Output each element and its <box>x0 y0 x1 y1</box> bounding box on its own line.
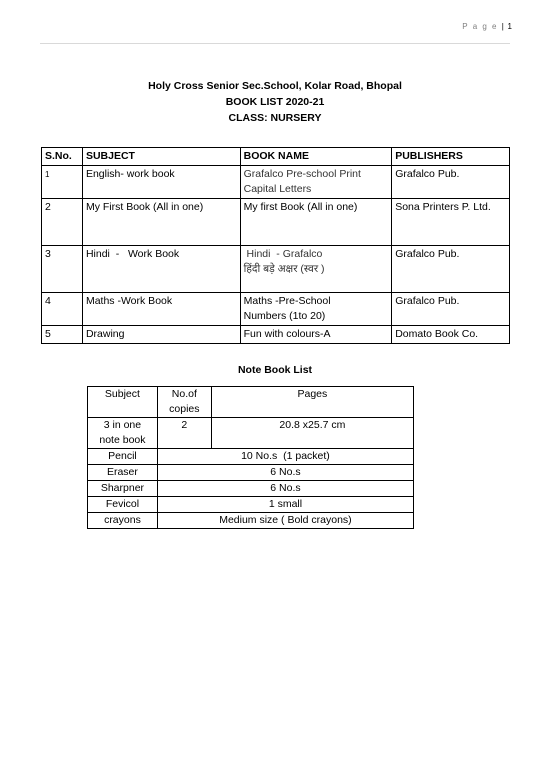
row-sno: 4 <box>42 293 83 326</box>
note-book-title: Note Book List <box>237 364 313 376</box>
book-name-line: Hindi - Grafalco <box>243 248 323 260</box>
page-number: 1 <box>507 22 512 31</box>
header-publishers: PUBLISHERS <box>392 148 510 166</box>
table-row <box>88 481 414 497</box>
row-sno: 1 <box>42 166 83 199</box>
note-subject: Pencil <box>88 449 158 465</box>
class-title: CLASS: NURSERY <box>228 112 322 124</box>
book-name-line: Maths -Pre-School <box>243 295 331 307</box>
row-subject: Drawing <box>82 326 240 344</box>
row-publisher: Grafalco Pub. <box>392 246 510 293</box>
note-subject <box>88 418 158 449</box>
header-sno: S.No. <box>42 148 83 166</box>
row-sno: 3 <box>42 246 83 293</box>
subject-line: 3 in one <box>103 419 142 431</box>
note-subject: Sharpner <box>88 481 158 497</box>
page-number-separator: | <box>501 22 504 31</box>
note-qty: Medium size ( Bold crayons) <box>157 513 413 529</box>
header-book-name: BOOK NAME <box>240 148 392 166</box>
book-list-table <box>41 147 510 344</box>
row-book-name <box>240 166 392 199</box>
book-name-line: हिंदी बड़े अक्षर (स्वर ) <box>243 263 325 275</box>
note-header-row <box>88 387 414 418</box>
table-row <box>88 418 414 449</box>
row-sno: 2 <box>42 199 83 246</box>
note-subject: Fevicol <box>88 497 158 513</box>
book-name-line: Capital Letters <box>243 183 312 195</box>
title-block <box>0 78 550 126</box>
subject-line: note book <box>99 434 146 446</box>
table-row <box>88 465 414 481</box>
row-subject: Maths -Work Book <box>82 293 240 326</box>
row-book-name <box>240 293 392 326</box>
table-row <box>42 246 510 293</box>
page-header <box>462 22 512 31</box>
copies-line: copies <box>169 403 200 415</box>
table-row <box>88 497 414 513</box>
book-name-line: Grafalco Pre-school Print <box>243 168 361 180</box>
book-name-line: Numbers (1to 20) <box>243 310 326 322</box>
row-subject: My First Book (All in one) <box>82 199 240 246</box>
row-book-name: Fun with colours-A <box>240 326 392 344</box>
table-row <box>88 513 414 529</box>
booklist-title: BOOK LIST 2020-21 <box>225 96 325 108</box>
table-row <box>42 326 510 344</box>
note-header-copies <box>157 387 211 418</box>
note-subject: crayons <box>88 513 158 529</box>
row-publisher: Grafalco Pub. <box>392 293 510 326</box>
row-book-name <box>240 246 392 293</box>
copies-line: No.of <box>171 388 197 400</box>
row-subject: English- work book <box>82 166 240 199</box>
table-row <box>88 449 414 465</box>
note-header-subject: Subject <box>88 387 158 418</box>
table-row <box>42 166 510 199</box>
page-label: P a g e <box>462 22 498 31</box>
note-qty: 6 No.s <box>157 465 413 481</box>
note-copies: 2 <box>157 418 211 449</box>
school-name: Holy Cross Senior Sec.School, Kolar Road, Bhopal <box>148 80 402 92</box>
table-header-row <box>42 148 510 166</box>
note-qty: 1 small <box>157 497 413 513</box>
table-row <box>42 199 510 246</box>
table-row <box>42 293 510 326</box>
row-book-name: My first Book (All in one) <box>240 199 392 246</box>
note-subject: Eraser <box>88 465 158 481</box>
row-sno: 5 <box>42 326 83 344</box>
note-pages: 20.8 x25.7 cm <box>211 418 413 449</box>
row-publisher: Domato Book Co. <box>392 326 510 344</box>
header-rule <box>40 43 510 44</box>
row-subject: Hindi - Work Book <box>82 246 240 293</box>
note-qty: 6 No.s <box>157 481 413 497</box>
note-qty: 10 No.s (1 packet) <box>157 449 413 465</box>
row-publisher: Sona Printers P. Ltd. <box>392 199 510 246</box>
note-book-table <box>87 386 414 529</box>
header-subject: SUBJECT <box>82 148 240 166</box>
note-header-pages: Pages <box>211 387 413 418</box>
row-publisher: Grafalco Pub. <box>392 166 510 199</box>
